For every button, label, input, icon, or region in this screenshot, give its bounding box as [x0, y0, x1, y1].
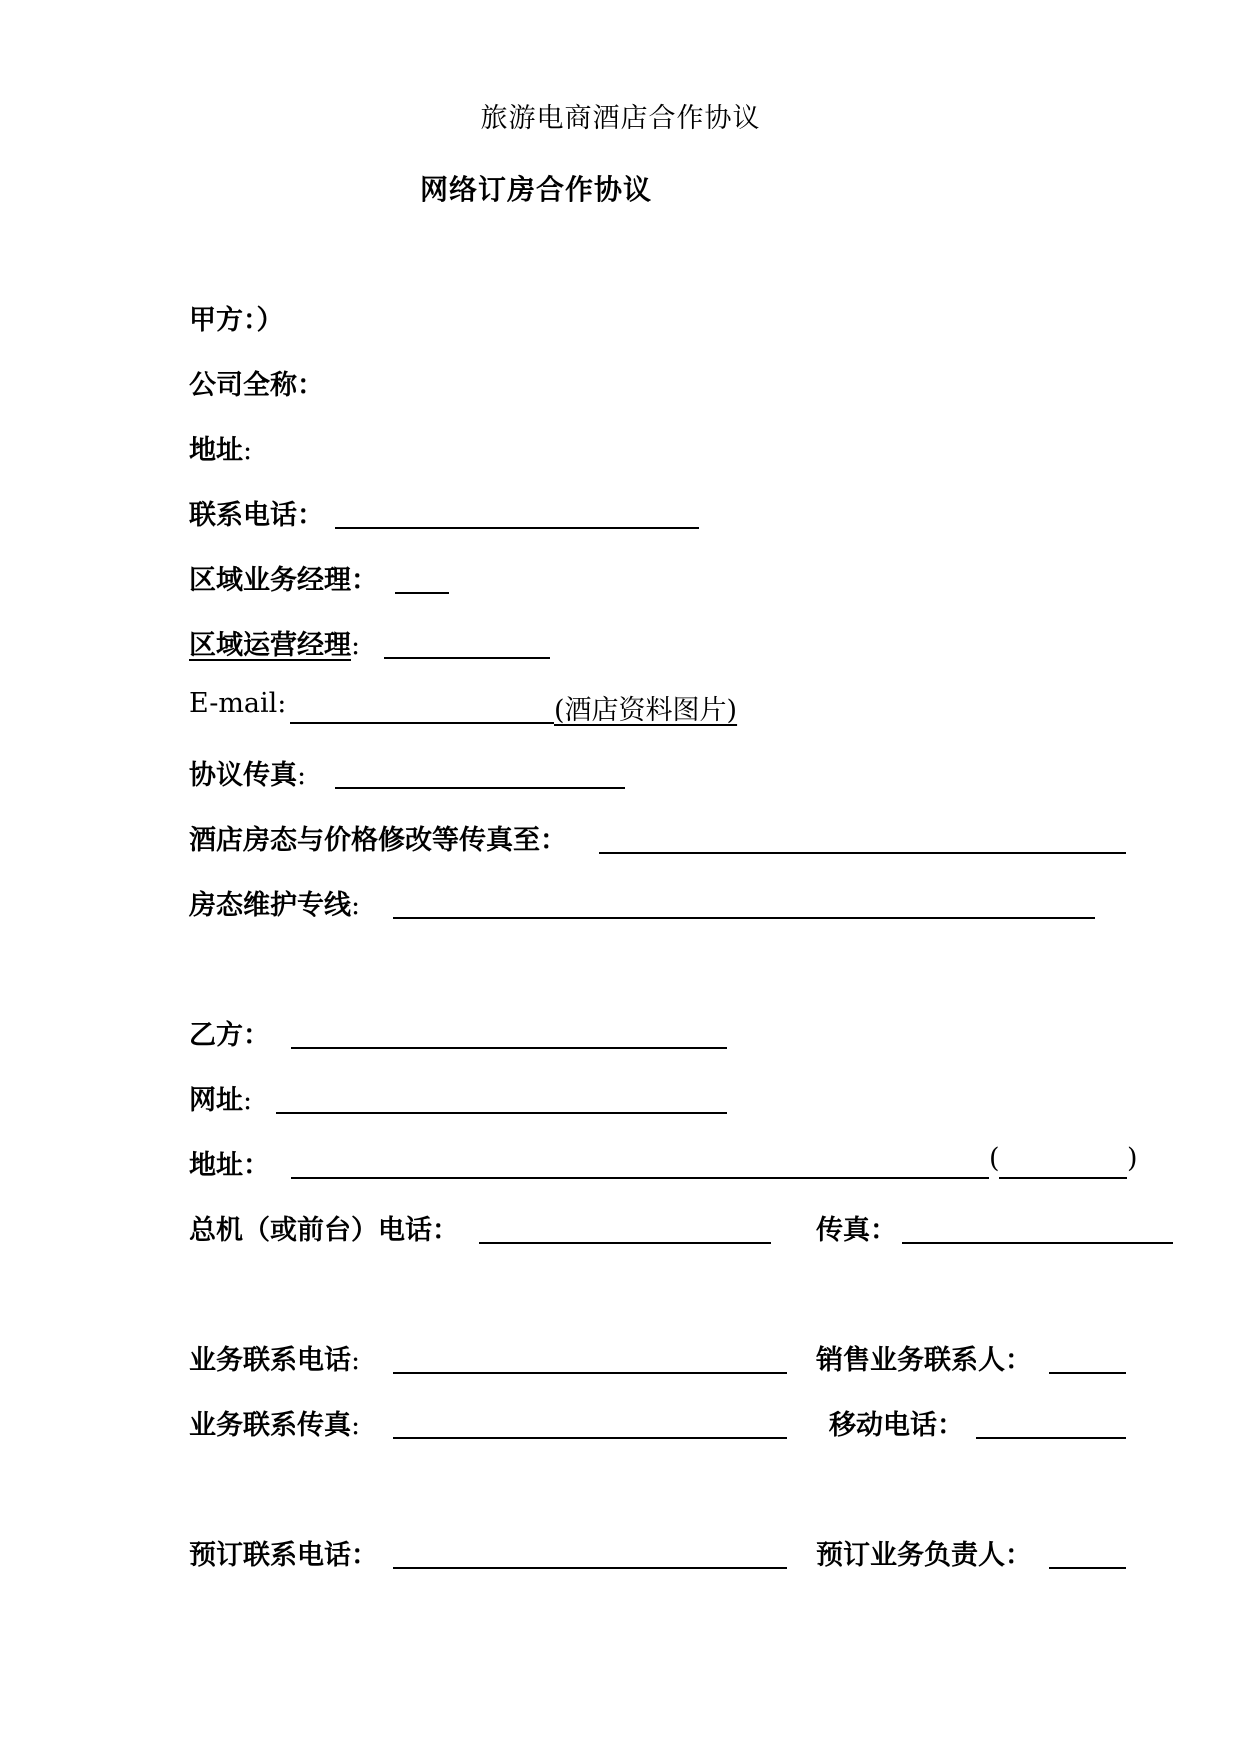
- party-b-address-row: [189, 1143, 1241, 1183]
- regional-ops-manager-text: 区域运营经理: [189, 630, 351, 661]
- mobile-label: 移动电话：: [829, 1410, 964, 1441]
- party-a-label: 甲方：）: [189, 305, 284, 336]
- room-status-line-label: [189, 883, 360, 922]
- biz-fax-text: 业务联系传真: [189, 1410, 351, 1441]
- party-a-row: [189, 298, 1241, 338]
- biz-phone-colon: :: [351, 1345, 361, 1376]
- contact-phone-label: 联系电话：: [189, 500, 324, 531]
- room-status-line-colon: :: [351, 890, 361, 921]
- party-a-address-text: 地址: [189, 435, 243, 466]
- regional-ops-manager-label: [189, 623, 360, 662]
- party-a-address-row: [189, 428, 1241, 468]
- agreement-fax-row: [189, 753, 1241, 793]
- email-label: E-mail:: [189, 688, 287, 719]
- document-title: 旅游电商酒店合作协议: [480, 103, 761, 134]
- contact-phone-row: [189, 493, 1241, 533]
- room-status-line-field[interactable]: [393, 917, 1095, 919]
- main-phone-label: 总机（或前台）电话：: [189, 1215, 459, 1246]
- regional-ops-manager-field[interactable]: [384, 657, 550, 659]
- agreement-fax-colon: :: [297, 760, 307, 791]
- party-b-field[interactable]: [291, 1047, 727, 1049]
- booking-manager-field[interactable]: [1049, 1567, 1126, 1569]
- main-phone-row: [189, 1208, 1241, 1248]
- agreement-fax-field[interactable]: [335, 787, 625, 789]
- party-b-row: [189, 1013, 1241, 1053]
- fax-field[interactable]: [902, 1242, 1173, 1244]
- regional-ops-manager-row: [189, 623, 1241, 663]
- website-row: [189, 1078, 1241, 1118]
- biz-phone-field[interactable]: [393, 1372, 787, 1374]
- document-subtitle: 网络订房合作协议: [420, 173, 653, 206]
- room-price-fax-row: [189, 818, 1241, 858]
- website-label: [189, 1078, 252, 1117]
- party-b-address-label: 地址：: [189, 1150, 270, 1181]
- biz-fax-label: [189, 1403, 360, 1442]
- website-field[interactable]: [276, 1112, 727, 1114]
- regional-biz-manager-row: [189, 558, 1241, 598]
- booking-phone-field[interactable]: [393, 1567, 787, 1569]
- room-status-line-text: 房态维护专线: [189, 890, 351, 921]
- room-price-fax-label: 酒店房态与价格修改等传真至：: [189, 825, 567, 856]
- room-status-line-row: [189, 883, 1241, 923]
- address-paren-close: ): [1127, 1143, 1138, 1174]
- sales-contact-label: 销售业务联系人：: [816, 1345, 1032, 1376]
- address-paren-open: (: [989, 1143, 1000, 1174]
- booking-phone-label: 预订联系电话：: [189, 1540, 378, 1571]
- biz-fax-field[interactable]: [393, 1437, 787, 1439]
- regional-biz-manager-field[interactable]: [395, 592, 449, 594]
- party-a-address-label: [189, 428, 252, 467]
- booking-manager-label: 预订业务负责人：: [816, 1540, 1032, 1571]
- sales-contact-field[interactable]: [1049, 1372, 1126, 1374]
- company-name-row: [189, 363, 1241, 403]
- regional-biz-manager-label: 区域业务经理：: [189, 565, 378, 596]
- hotel-photos-link[interactable]: (酒店资料图片): [554, 695, 738, 726]
- email-field[interactable]: [290, 722, 554, 724]
- email-row: [189, 688, 1241, 728]
- agreement-fax-text: 协议传真: [189, 760, 297, 791]
- party-b-label: 乙方：: [189, 1020, 270, 1051]
- biz-fax-colon: :: [351, 1410, 361, 1441]
- mobile-field[interactable]: [976, 1437, 1126, 1439]
- agreement-fax-label: [189, 753, 306, 792]
- booking-phone-row: [189, 1533, 1241, 1573]
- biz-phone-row: [189, 1338, 1241, 1378]
- room-price-fax-field[interactable]: [599, 852, 1126, 854]
- party-a-address-colon: :: [243, 435, 253, 466]
- biz-phone-label: [189, 1338, 360, 1377]
- contact-phone-field[interactable]: [335, 527, 699, 529]
- fax-label: 传真：: [816, 1215, 897, 1246]
- address-extra-field[interactable]: [999, 1177, 1127, 1179]
- regional-ops-manager-colon: :: [351, 630, 361, 661]
- website-text: 网址: [189, 1085, 243, 1116]
- main-phone-field[interactable]: [479, 1242, 771, 1244]
- biz-phone-text: 业务联系电话: [189, 1345, 351, 1376]
- party-b-address-field[interactable]: [291, 1177, 989, 1179]
- biz-fax-row: [189, 1403, 1241, 1443]
- company-name-label: 公司全称：: [189, 370, 324, 401]
- website-colon: :: [243, 1085, 253, 1116]
